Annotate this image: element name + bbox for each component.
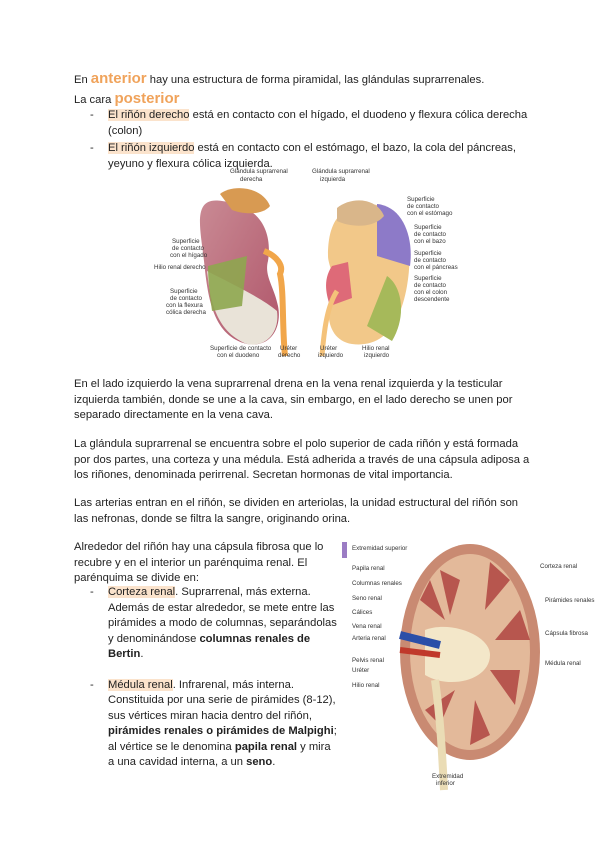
text: La cara — [74, 94, 115, 106]
fig-label: Glándula suprarrenal — [312, 168, 370, 175]
list-item-medula: - Médula renal. Infrarenal, más interna. Constituida por una serie de pirámides (8-12), sus vértices miran hacia dentro del riñón, pirámides renales o pirámides de Malpighi; al vértice se le denomina papila renal y mira a una cavidad interna, a un seno. — [90, 678, 337, 768]
fig-label: descendente — [414, 296, 450, 303]
fig2-right-labels — [540, 563, 595, 667]
fig-label: Superficie — [172, 238, 200, 245]
fig-label: Superficie de contacto — [210, 345, 272, 352]
fig-label: inferior — [436, 780, 455, 787]
fig-label: Glándula suprarrenal — [230, 168, 288, 175]
fig-label: derecho — [278, 352, 301, 359]
fig-label: Uréter — [320, 345, 338, 352]
fig-label: Cápsula fibrosa — [545, 630, 588, 637]
fig-label: con el colon — [414, 289, 448, 296]
figure-marker — [342, 542, 347, 558]
fig-label: Hilio renal — [362, 345, 390, 352]
fig-label: Vena renal — [352, 623, 382, 630]
text: En — [74, 74, 91, 86]
fig-label: Superficie — [170, 288, 198, 295]
fig-label: Pirámides renales — [545, 597, 595, 604]
text: hay una estructura de forma piramidal, las glándulas suprarrenales. — [146, 74, 485, 86]
list-item-corteza: - Corteza renal. Suprarrenal, más externa. Además de estar alrededor, se mete entre las pirámides a modo de columnas, separándolas y denominándose columnas renales de Bertin. — [90, 586, 337, 660]
fig-label: Corteza renal — [540, 563, 578, 570]
fig-label: de contacto — [414, 257, 446, 264]
fig-label: Extremidad superior — [352, 545, 408, 552]
fig-label: Papila renal — [352, 565, 385, 572]
fig-label: Superficie — [414, 275, 442, 282]
paragraph: La glándula suprarrenal se encuentra sobre el polo superior de cada riñón y está formada por dos partes, una corteza y una médula. Está adherida a través de una cápsula adiposa a los riñones, denominada perirrenal. Secretan hormonas de vital importancia. — [74, 438, 530, 481]
fig-label: con el páncreas — [414, 264, 458, 271]
fig-label: Arteria renal — [352, 635, 386, 642]
fig-label: Superficie — [407, 196, 435, 203]
paragraph: Las arterias entran en el riñón, se dividen en arteriolas, la unidad estructural del riñón son las nefronas, donde se filtra la sangre, originando orina. — [74, 497, 519, 525]
kidney-contact-figure — [152, 166, 458, 362]
fig-label: izquierda — [320, 176, 346, 183]
fig-label: Hilio renal derecho — [154, 264, 206, 271]
fig-label: Uréter — [352, 667, 370, 674]
bullet-list-top — [90, 108, 530, 172]
paragraph: En el lado izquierdo la vena suprarrenal drena en la vena renal izquierda y la testicular izquierda también, donde se une a la cava, sin embargo, en el lado derecho se unen por separado directamente en la vena cava. — [74, 378, 513, 421]
fig-label: Columnas renales — [352, 580, 402, 587]
fig-label: Pelvis renal — [352, 657, 384, 664]
kidney-section-figure — [340, 540, 595, 790]
highlight-word: anterior — [90, 70, 147, 87]
fig-label: cólica derecha — [166, 309, 206, 316]
fig-label: Médula renal — [545, 660, 581, 667]
fig-label: de contacto — [414, 282, 446, 289]
fig-label: Superficie — [414, 224, 442, 231]
fig-label: Uréter — [280, 345, 298, 352]
list-item: - El riñón izquierdo está en contacto con el estómago, el bazo, la cola del páncreas, yeyuno y flexura cólica izquierda. — [90, 142, 516, 170]
fig-label: de contacto — [172, 245, 204, 252]
fig-label: izquierdo — [364, 352, 390, 359]
fig2-left-labels — [352, 545, 407, 689]
intro-line-2 — [74, 91, 179, 109]
fig-label: Seno renal — [352, 595, 382, 602]
paragraph: Alrededor del riñón hay una cápsula fibrosa que lo recubre y en el interior un parénquima renal. El parénquima se divide en: — [74, 541, 324, 584]
fig-label: derecha — [240, 176, 263, 183]
fig-label: Superficie — [414, 250, 442, 257]
fig-label: Hilio renal — [352, 682, 380, 689]
fig-label: con la flexura — [166, 302, 203, 309]
fig-label: de contacto — [407, 203, 439, 210]
bullet-list-bottom — [90, 585, 338, 771]
fig-label: con el hígado — [170, 252, 208, 259]
fig-label: con el estómago — [407, 210, 453, 217]
fig-label: con el duodeno — [217, 352, 260, 359]
fig-label: con el bazo — [414, 238, 446, 245]
fig-label: de contacto — [170, 295, 202, 302]
fig-label: Cálices — [352, 609, 373, 616]
fig-label: izquierdo — [318, 352, 344, 359]
fig-label: de contacto — [414, 231, 446, 238]
highlight-word: posterior — [114, 90, 180, 107]
intro-line-1 — [74, 71, 554, 89]
fig-label: Extremidad — [432, 773, 464, 780]
list-item: - El riñón derecho está en contacto con el hígado, el duodeno y flexura cólica derecha (colon) — [90, 109, 528, 137]
